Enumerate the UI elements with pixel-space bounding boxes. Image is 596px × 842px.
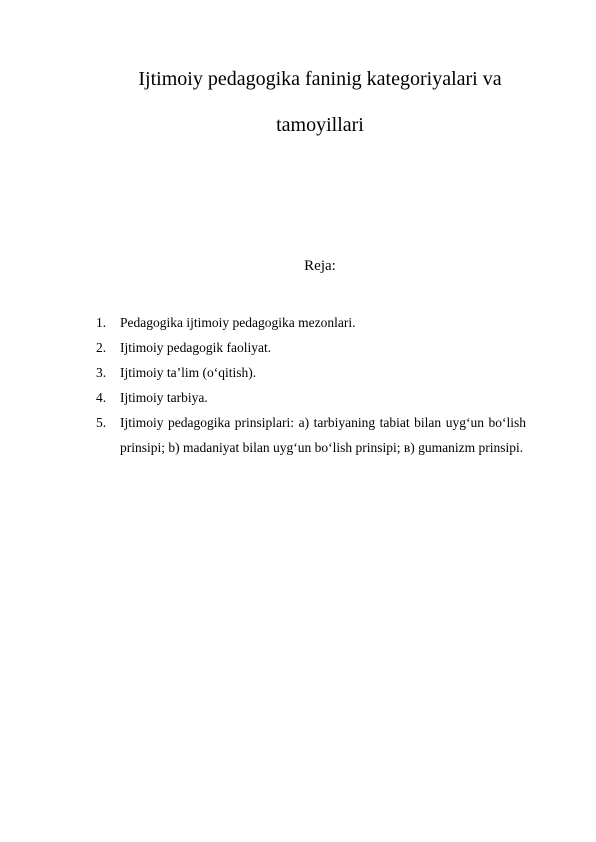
plan-list bbox=[96, 310, 526, 460]
plan-item-text: Ijtimoiy pedagogika prinsiplari: a) tarbiyaning tabiat bilan uyg‘un bo‘lish prinsipi; b) madaniyat bilan uyg‘un bo‘lish prinsipi; в) gumanizm prinsipi. bbox=[120, 415, 526, 455]
plan-item-number: 3. bbox=[96, 365, 107, 380]
plan-item bbox=[96, 310, 526, 335]
title-line-2: tamoyillari bbox=[276, 114, 364, 136]
plan-item bbox=[96, 410, 526, 460]
plan-item-number: 2. bbox=[96, 340, 107, 355]
plan-item bbox=[96, 385, 526, 410]
plan-item-number: 5. bbox=[96, 415, 107, 430]
document-title bbox=[90, 56, 550, 148]
plan-item bbox=[96, 335, 526, 360]
title-line-1: Ijtimoiy pedagogika faninig kategoriyalari va bbox=[138, 68, 502, 90]
plan-item-text: Ijtimoiy tarbiya. bbox=[120, 390, 208, 405]
plan-heading: Reja: bbox=[304, 258, 336, 274]
plan-item-text: Ijtimoiy pedagogik faoliyat. bbox=[120, 340, 272, 355]
plan-item-number: 4. bbox=[96, 390, 107, 405]
plan-item bbox=[96, 360, 526, 385]
plan-item-number: 1. bbox=[96, 315, 107, 330]
plan-item-text: Pedagogika ijtimoiy pedagogika mezonlari. bbox=[120, 315, 356, 330]
plan-item-text: Ijtimoiy ta’lim (o‘qitish). bbox=[120, 365, 257, 380]
